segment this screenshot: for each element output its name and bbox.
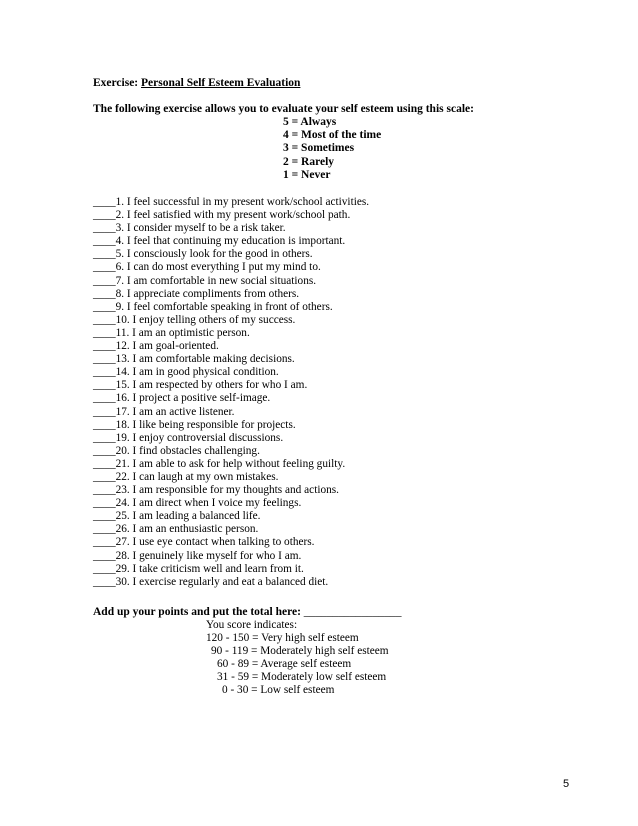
answer-blank[interactable]: ____ [93, 274, 116, 287]
evaluation-item [93, 471, 369, 484]
evaluation-item [93, 510, 369, 523]
answer-blank[interactable]: ____ [93, 209, 116, 222]
evaluation-item [93, 340, 369, 353]
answer-blank[interactable]: ____ [93, 457, 116, 470]
evaluation-item [93, 523, 369, 536]
answer-blank[interactable]: ____ [93, 510, 116, 523]
item-text: 1. I feel successful in my present work/school activities. [115, 196, 370, 208]
evaluation-item [93, 366, 369, 379]
evaluation-item [93, 314, 369, 327]
item-text: 16. I project a positive self-image. [115, 392, 271, 405]
answer-blank[interactable]: ____ [93, 366, 116, 379]
evaluation-item [93, 248, 369, 261]
answer-blank[interactable]: ____ [93, 392, 116, 405]
answer-blank[interactable]: ____ [93, 418, 116, 431]
scale-item: 2 = Rarely [283, 155, 335, 168]
evaluation-item [93, 327, 369, 340]
answer-blank[interactable]: ____ [93, 523, 116, 536]
answer-blank[interactable]: ____ [93, 444, 116, 457]
evaluation-item [93, 432, 369, 445]
answer-blank[interactable]: ____ [93, 222, 116, 235]
answer-blank[interactable]: ____ [93, 497, 116, 510]
answer-blank[interactable]: ____ [93, 575, 116, 588]
item-text: 29. I take criticism well and learn from it. [115, 562, 304, 575]
item-text: 12. I am goal-oriented. [115, 340, 219, 353]
evaluation-item [93, 353, 369, 366]
evaluation-item [93, 484, 369, 497]
item-text: 30. I exercise regularly and eat a balanced diet. [115, 575, 329, 588]
item-text: 22. I can laugh at my own mistakes. [115, 470, 279, 483]
evaluation-item [93, 235, 369, 248]
answer-blank[interactable]: ____ [93, 353, 116, 366]
item-text: 15. I am respected by others for who I am. [115, 379, 308, 392]
score-range: 31 - 59 = Moderately low self esteem [217, 671, 387, 684]
evaluation-item [93, 288, 369, 301]
answer-blank[interactable]: ____ [93, 562, 116, 575]
scale-item: 1 = Never [283, 168, 331, 181]
item-text: 21. I am able to ask for help without feeling guilty. [115, 457, 346, 470]
total-label: Add up your points and put the total here: [93, 606, 304, 618]
evaluation-item [93, 458, 369, 471]
score-intro: You score indicates: [206, 619, 298, 631]
evaluation-item [93, 196, 369, 209]
score-ranges [206, 632, 389, 697]
page-number: 5 [563, 778, 570, 790]
item-text: 18. I like being responsible for projects. [115, 418, 296, 431]
item-text: 9. I feel comfortable speaking in front of others. [115, 300, 333, 313]
evaluation-item [93, 445, 369, 458]
evaluation-item [93, 392, 369, 405]
item-text: 24. I am direct when I voice my feelings. [115, 497, 302, 510]
item-text: 8. I appreciate compliments from others. [115, 287, 300, 300]
item-text: 19. I enjoy controversial discussions. [115, 431, 284, 444]
score-range: 90 - 119 = Moderately high self esteem [211, 645, 389, 658]
evaluation-item [93, 576, 369, 589]
answer-blank[interactable]: ____ [93, 379, 116, 392]
evaluation-item [93, 563, 369, 576]
evaluation-item [93, 497, 369, 510]
evaluation-item [93, 419, 369, 432]
score-range: 0 - 30 = Low self esteem [222, 684, 335, 697]
answer-blank[interactable]: ____ [93, 261, 116, 274]
item-text: 28. I genuinely like myself for who I am. [115, 549, 302, 562]
item-text: 11. I am an optimistic person. [115, 326, 250, 339]
score-range: 120 - 150 = Very high self esteem [206, 632, 359, 644]
item-text: 13. I am comfortable making decisions. [115, 353, 295, 366]
answer-blank[interactable]: ____ [93, 313, 116, 326]
item-text: 23. I am responsible for my thoughts and actions. [115, 484, 339, 497]
evaluation-item [93, 275, 369, 288]
evaluation-item [93, 406, 369, 419]
evaluation-item [93, 536, 369, 549]
item-text: 26. I am an enthusiastic person. [115, 523, 259, 536]
item-text: 25. I am leading a balanced life. [115, 510, 261, 523]
item-text: 14. I am in good physical condition. [115, 366, 279, 379]
exercise-title-name: Personal Self Esteem Evaluation [141, 77, 301, 89]
rating-scale [283, 116, 381, 182]
evaluation-item [93, 209, 369, 222]
answer-blank[interactable]: ____ [93, 340, 116, 353]
evaluation-items [93, 196, 369, 589]
intro-text: The following exercise allows you to evaluate your self esteem using this scale: [93, 103, 474, 115]
exercise-title [93, 77, 300, 89]
item-text: 6. I can do most everything I put my mind to. [115, 261, 321, 274]
evaluation-item [93, 301, 369, 314]
item-text: 27. I use eye contact when talking to others. [115, 536, 315, 549]
answer-blank[interactable]: ____ [93, 326, 116, 339]
answer-blank[interactable]: ____ [93, 196, 116, 208]
answer-blank[interactable]: ____ [93, 431, 116, 444]
evaluation-item [93, 222, 369, 235]
item-text: 5. I consciously look for the good in others. [115, 248, 313, 261]
evaluation-item [93, 550, 369, 563]
answer-blank[interactable]: ____ [93, 536, 116, 549]
total-blank: _________________ [303, 606, 402, 618]
scale-item: 3 = Sometimes [283, 142, 355, 155]
scale-item: 5 = Always [283, 116, 337, 128]
answer-blank[interactable]: ____ [93, 300, 116, 313]
score-range: 60 - 89 = Average self esteem [217, 658, 352, 671]
item-text: 7. I am comfortable in new social situations. [115, 274, 317, 287]
evaluation-item [93, 261, 369, 274]
evaluation-item [93, 379, 369, 392]
answer-blank[interactable]: ____ [93, 248, 116, 261]
exercise-title-prefix: Exercise: [93, 77, 142, 89]
answer-blank[interactable]: ____ [93, 287, 116, 300]
answer-blank[interactable]: ____ [93, 484, 116, 497]
item-text: 3. I consider myself to be a risk taker. [115, 222, 286, 235]
item-text: 10. I enjoy telling others of my success. [115, 313, 296, 326]
item-text: 2. I feel satisfied with my present work/school path. [115, 209, 351, 222]
answer-blank[interactable]: ____ [93, 549, 116, 562]
item-text: 20. I find obstacles challenging. [115, 444, 260, 457]
item-text: 17. I am an active listener. [115, 405, 235, 418]
scale-item: 4 = Most of the time [283, 129, 382, 142]
item-text: 4. I feel that continuing my education is important. [115, 235, 346, 248]
answer-blank[interactable]: ____ [93, 470, 116, 483]
answer-blank[interactable]: ____ [93, 235, 116, 248]
answer-blank[interactable]: ____ [93, 405, 116, 418]
total-line [93, 606, 402, 618]
